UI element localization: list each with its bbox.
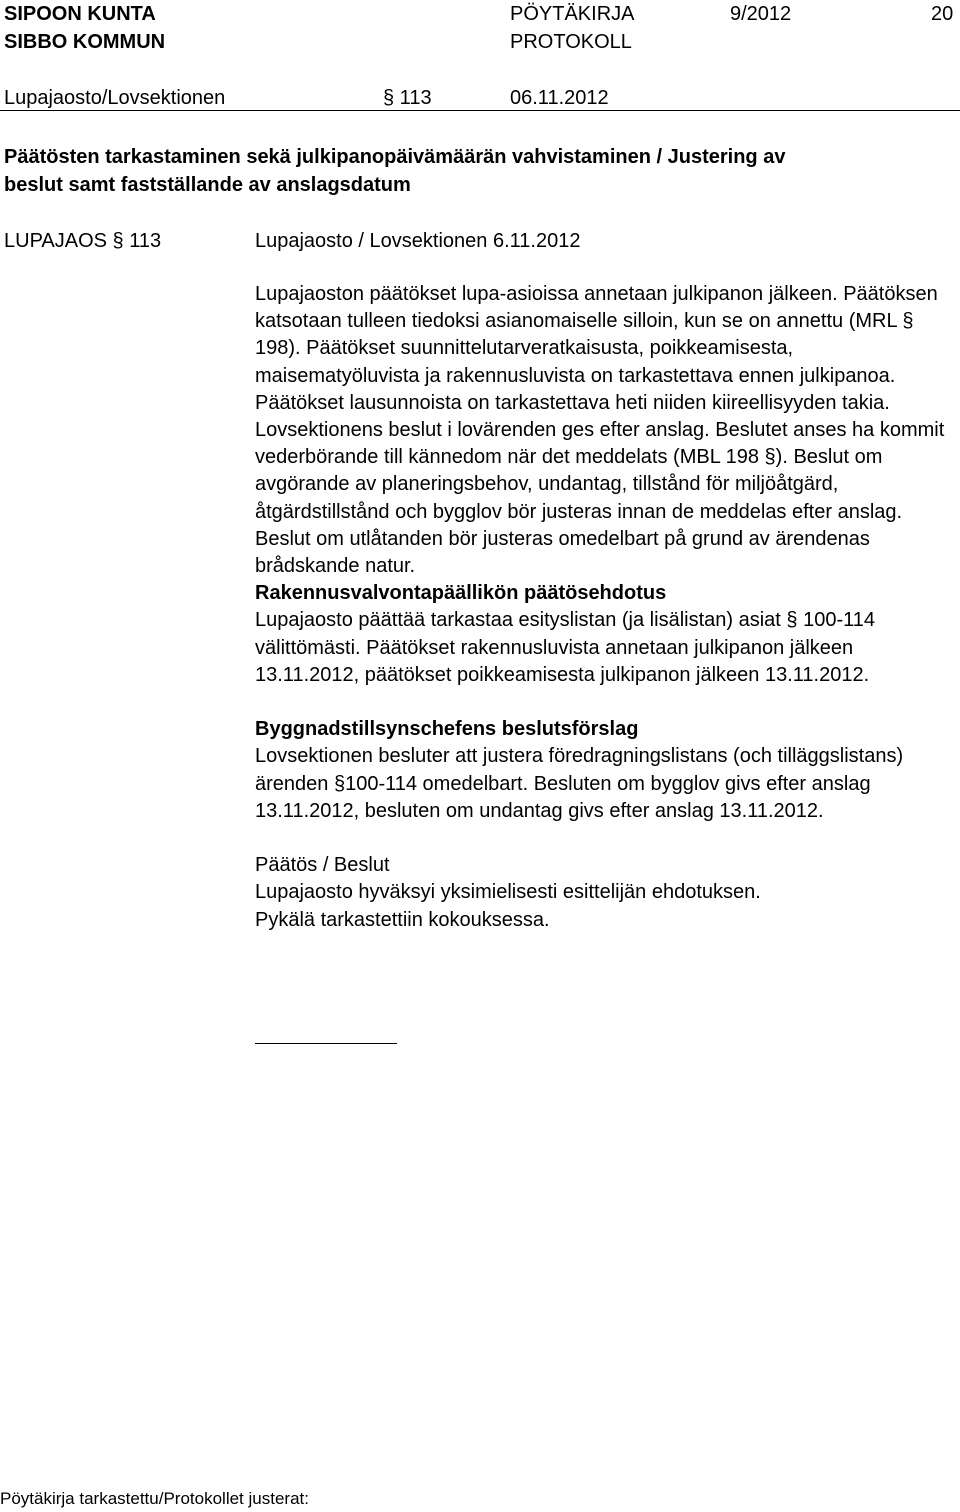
body-text [255, 281, 955, 934]
proposal-fi-text: Lupajaosto päättää tarkastaa esityslistan (ja lisälistan) asiat § 100-114 välittömästi. Päätökset rakennusluvista annetaan julkipanon jälkeen 13.11.2012, päätökset poikkeamisesta julkipanon jälkeen 13.11.2012. [255, 609, 875, 686]
signature-line [255, 1043, 397, 1044]
org-name-fi: SIPOON KUNTA [4, 3, 156, 25]
meeting-date: 06.11.2012 [510, 87, 609, 109]
proposal-sv-text: Lovsektionen besluter att justera föredragningslistans (och tilläggslistans) ärenden §100-114 omedelbart. Besluten om bygglov givs efter anslag 13.11.2012, besluten om undantag givs efter anslag 13.11.2012. [255, 745, 904, 822]
spacer [255, 825, 955, 852]
proposal-fi-heading: Rakennusvalvontapäällikön päätösehdotus [255, 582, 667, 605]
title-line-2: beslut samt fastställande av anslagsdatum [4, 174, 411, 196]
decision-line-2: Pykälä tarkastettiin kokouksessa. [255, 908, 550, 931]
doc-type-sv: PROTOKOLL [510, 31, 632, 53]
meeting-label: LUPAJAOS § 113 [4, 230, 162, 252]
header-rule [0, 110, 960, 111]
proposal-sv-heading: Byggnadstillsynschefens beslutsförslag [255, 718, 639, 741]
footer-justification: Pöytäkirja tarkastettu/Protokollet justerat: [0, 1489, 309, 1508]
decision-line-1: Lupajaosto hyväksyi yksimielisesti esittelijän ehdotuksen. [255, 881, 761, 904]
decision-heading: Päätös / Beslut [255, 854, 390, 877]
section-number: § 113 [383, 87, 432, 109]
doc-type-fi: PÖYTÄKIRJA [510, 3, 635, 25]
intro-paragraph-fi: Lupajaoston päätökset lupa-asioissa annetaan julkipanon jälkeen. Päätöksen katsotaan tulleen tiedoksi asianomaiselle silloin, kun se on annettu (MRL § 198). Päätökset suunnittelutarveratkaisusta, poikkeamisesta, maisematyöluvista ja rakennusluvista on tarkastettava ennen julkipanoa. Päätökset lausunnoista on tarkastettava heti niiden kiireellisyyden takia. [255, 283, 938, 414]
org-name-sv: SIBBO KOMMUN [4, 31, 166, 53]
doc-number: 9/2012 [730, 3, 792, 25]
page-number: 20 [931, 3, 954, 25]
meeting-value: Lupajaosto / Lovsektionen 6.11.2012 [255, 230, 581, 252]
meeting-body: Lupajaosto/Lovsektionen [4, 87, 226, 109]
title-line-1: Päätösten tarkastaminen sekä julkipanopäivämäärän vahvistaminen / Justering av [4, 146, 786, 168]
spacer [255, 689, 955, 716]
intro-paragraph-sv: Lovsektionens beslut i lovärenden ges efter anslag. Beslutet anses ha kommit vederbörande till kännedom när det meddelats (MBL 198 §). Beslut om avgörande av planeringsbehov, undantag, tillstånd för miljöåtgärd, åtgärdstillstånd och bygglov bör justeras innan de meddelas efter anslag. Beslut om utlåtanden bör justeras omedelbart på grund av ärendenas brådskande natur. [255, 419, 945, 578]
